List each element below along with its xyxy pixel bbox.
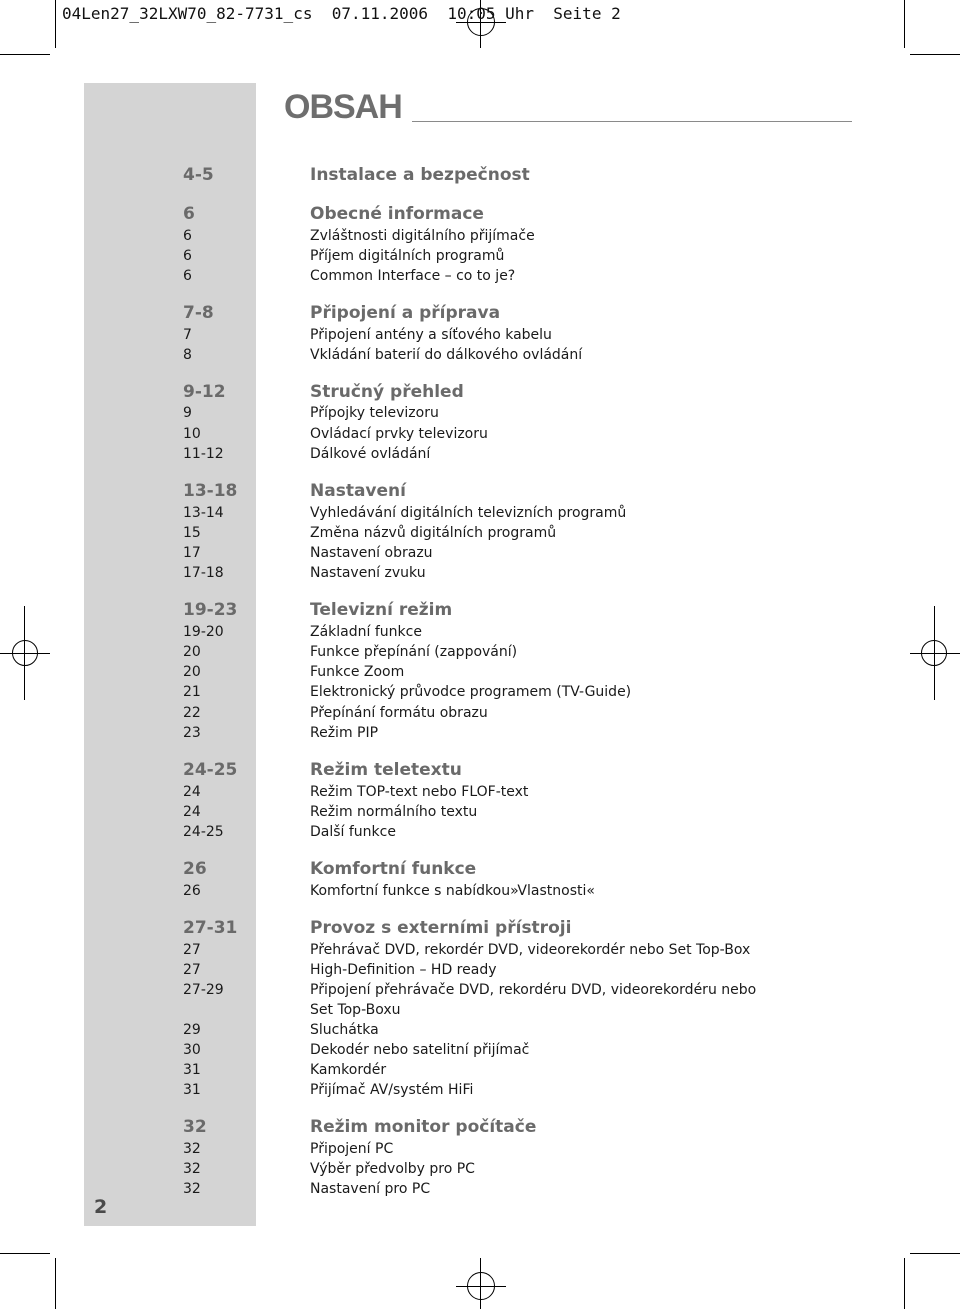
toc-page-ref: 24 xyxy=(183,804,201,820)
toc-page-ref: 26 xyxy=(183,859,207,879)
toc-page-ref: 6 xyxy=(183,204,195,224)
toc-page-ref: 32 xyxy=(183,1181,201,1197)
toc-section-row xyxy=(0,859,960,879)
crop-mark xyxy=(55,0,56,48)
toc-page-ref: 8 xyxy=(183,347,192,363)
toc-title: Režim normálního textu xyxy=(310,804,478,820)
toc-title: Elektronický průvodce programem (TV-Guide) xyxy=(310,684,632,700)
toc-title: Komfortní funkce s nabídkou»Vlastnosti« xyxy=(310,883,595,899)
toc-page-ref: 26 xyxy=(183,883,201,899)
toc-title: Funkce přepínání (zappování) xyxy=(310,644,518,660)
toc-section-row xyxy=(0,165,960,185)
toc-entry-row xyxy=(0,824,960,844)
toc-page-ref: 9 xyxy=(183,405,192,421)
toc-page-ref: 30 xyxy=(183,1042,201,1058)
toc-page-ref: 27 xyxy=(183,942,201,958)
crop-mark xyxy=(0,54,50,55)
toc-section-row xyxy=(0,204,960,224)
toc-entry-row xyxy=(0,784,960,804)
toc-title: Režim PIP xyxy=(310,725,379,741)
page-title: OBSAH xyxy=(284,88,402,126)
toc-page-ref: 32 xyxy=(183,1141,201,1157)
crop-mark xyxy=(904,0,905,48)
toc-title: Zvláštnosti digitálního přijímače xyxy=(310,228,535,244)
toc-page-ref: 19-20 xyxy=(183,624,224,640)
toc-entry-row xyxy=(0,426,960,446)
toc-entry-row xyxy=(0,1002,960,1022)
toc-title: Set Top-Boxu xyxy=(310,1002,401,1018)
toc-section-row xyxy=(0,382,960,402)
toc-title: Připojení a příprava xyxy=(310,303,501,323)
toc-entry-row xyxy=(0,1082,960,1102)
toc-title: Kamkordér xyxy=(310,1062,387,1078)
toc-title: Funkce Zoom xyxy=(310,664,405,680)
toc-entry-row xyxy=(0,1062,960,1082)
toc-entry-row xyxy=(0,248,960,268)
crop-mark xyxy=(910,54,960,55)
toc-title: Připojení antény a síťového kabelu xyxy=(310,327,552,343)
toc-entry-row xyxy=(0,405,960,425)
toc-entry-row xyxy=(0,1181,960,1201)
toc-page-ref: 32 xyxy=(183,1117,207,1137)
toc-title: Režim monitor počítače xyxy=(310,1117,537,1137)
toc-page-ref: 27-31 xyxy=(183,918,238,938)
toc-entry-row xyxy=(0,624,960,644)
toc-page-ref: 24 xyxy=(183,784,201,800)
toc-title: Vyhledávání digitálních televizních programů xyxy=(310,505,627,521)
toc-entry-row xyxy=(0,942,960,962)
toc-page-ref: 27-29 xyxy=(183,982,224,998)
page-number: 2 xyxy=(94,1196,108,1218)
toc-title: Přehrávač DVD, rekordér DVD, videorekordér nebo Set Top-Box xyxy=(310,942,751,958)
toc-page-ref: 13-18 xyxy=(183,481,238,501)
toc-page-ref: 31 xyxy=(183,1082,201,1098)
crop-mark xyxy=(904,1258,905,1309)
toc-title: Režim TOP-text nebo FLOF-text xyxy=(310,784,529,800)
toc-title: Režim teletextu xyxy=(310,760,462,780)
toc-entry-row xyxy=(0,725,960,745)
toc-page-ref: 21 xyxy=(183,684,201,700)
toc-section-row xyxy=(0,1117,960,1137)
toc-entry-row xyxy=(0,1161,960,1181)
toc-title: Dekodér nebo satelitní přijímač xyxy=(310,1042,530,1058)
toc-entry-row xyxy=(0,962,960,982)
toc-title: Přípojky televizoru xyxy=(310,405,439,421)
toc-title: Instalace a bezpečnost xyxy=(310,165,530,185)
toc-page-ref: 23 xyxy=(183,725,201,741)
toc-page-ref: 24-25 xyxy=(183,760,238,780)
title-rule xyxy=(412,121,852,122)
crop-mark xyxy=(55,1258,56,1309)
toc-entry-row xyxy=(0,268,960,288)
toc-page-ref: 10 xyxy=(183,426,201,442)
toc-title: Televizní režim xyxy=(310,600,453,620)
toc-title: Základní funkce xyxy=(310,624,422,640)
toc-page-ref: 11-12 xyxy=(183,446,224,462)
toc-entry-row xyxy=(0,644,960,664)
toc-title: Vkládání baterií do dálkového ovládání xyxy=(310,347,583,363)
toc-page-ref: 24-25 xyxy=(183,824,224,840)
slug-seite: Seite 2 xyxy=(553,4,621,23)
slug-time: 10:05 Uhr xyxy=(447,4,535,23)
toc-page-ref: 15 xyxy=(183,525,201,541)
toc-entry-row xyxy=(0,446,960,466)
toc-title: Přepínání formátu obrazu xyxy=(310,705,488,721)
toc-title: Stručný přehled xyxy=(310,382,464,402)
toc-page-ref: 13-14 xyxy=(183,505,224,521)
toc-section-row xyxy=(0,760,960,780)
toc-page-ref: 6 xyxy=(183,228,192,244)
toc-title: Připojení PC xyxy=(310,1141,394,1157)
slug-date: 07.11.2006 xyxy=(331,4,429,23)
toc-page-ref: 29 xyxy=(183,1022,201,1038)
toc-page-ref: 7 xyxy=(183,327,192,343)
toc-page-ref: 22 xyxy=(183,705,201,721)
toc-title: Sluchátka xyxy=(310,1022,379,1038)
toc-title: Nastavení zvuku xyxy=(310,565,426,581)
toc-title: Přijímač AV/systém HiFi xyxy=(310,1082,474,1098)
toc-entry-row xyxy=(0,1042,960,1062)
toc-page-ref: 6 xyxy=(183,248,192,264)
crop-mark xyxy=(0,1253,50,1254)
toc-title: Změna názvů digitálních programů xyxy=(310,525,557,541)
toc-page-ref: 31 xyxy=(183,1062,201,1078)
toc-entry-row xyxy=(0,1022,960,1042)
slug-filename: 04Len27_32LXW70_82-7731_cs xyxy=(62,4,313,23)
toc-entry-row xyxy=(0,228,960,248)
toc-page-ref: 20 xyxy=(183,644,201,660)
toc-section-row xyxy=(0,481,960,501)
toc-title: Common Interface – co to je? xyxy=(310,268,516,284)
toc-title: Provoz s externími přístroji xyxy=(310,918,572,938)
toc-title: Příjem digitálních programů xyxy=(310,248,505,264)
toc-entry-row xyxy=(0,684,960,704)
toc-page-ref: 17 xyxy=(183,545,201,561)
toc-page-ref: 7-8 xyxy=(183,303,214,323)
toc-title: Ovládací prvky televizoru xyxy=(310,426,488,442)
toc-title: Nastavení xyxy=(310,481,406,501)
print-slug xyxy=(62,4,621,23)
toc-title: Komfortní funkce xyxy=(310,859,477,879)
toc-entry-row xyxy=(0,347,960,367)
toc-entry-row xyxy=(0,804,960,824)
toc-page-ref: 4-5 xyxy=(183,165,214,185)
toc-page-ref: 20 xyxy=(183,664,201,680)
toc-title: Další funkce xyxy=(310,824,396,840)
toc-page-ref: 27 xyxy=(183,962,201,978)
toc-page-ref: 19-23 xyxy=(183,600,238,620)
toc-title: Nastavení obrazu xyxy=(310,545,433,561)
toc-entry-row xyxy=(0,327,960,347)
toc-entry-row xyxy=(0,545,960,565)
toc-section-row xyxy=(0,600,960,620)
toc-entry-row xyxy=(0,883,960,903)
toc-title: Dálkové ovládání xyxy=(310,446,431,462)
toc-entry-row xyxy=(0,1141,960,1161)
toc-entry-row xyxy=(0,664,960,684)
toc-title: High-Definition – HD ready xyxy=(310,962,497,978)
toc-entry-row xyxy=(0,505,960,525)
toc-page-ref: 6 xyxy=(183,268,192,284)
toc-entry-row xyxy=(0,982,960,1002)
toc-title: Obecné informace xyxy=(310,204,484,224)
toc-page-ref: 9-12 xyxy=(183,382,226,402)
toc-page-ref: 17-18 xyxy=(183,565,224,581)
toc-entry-row xyxy=(0,565,960,585)
toc-entry-row xyxy=(0,525,960,545)
toc-section-row xyxy=(0,918,960,938)
toc-title: Nastavení pro PC xyxy=(310,1181,431,1197)
toc-section-row xyxy=(0,303,960,323)
toc-title: Výběr předvolby pro PC xyxy=(310,1161,475,1177)
toc-page-ref: 32 xyxy=(183,1161,201,1177)
toc-title: Připojení přehrávače DVD, rekordéru DVD, videorekordéru nebo xyxy=(310,982,757,998)
toc-entry-row xyxy=(0,705,960,725)
crop-mark xyxy=(910,1253,960,1254)
